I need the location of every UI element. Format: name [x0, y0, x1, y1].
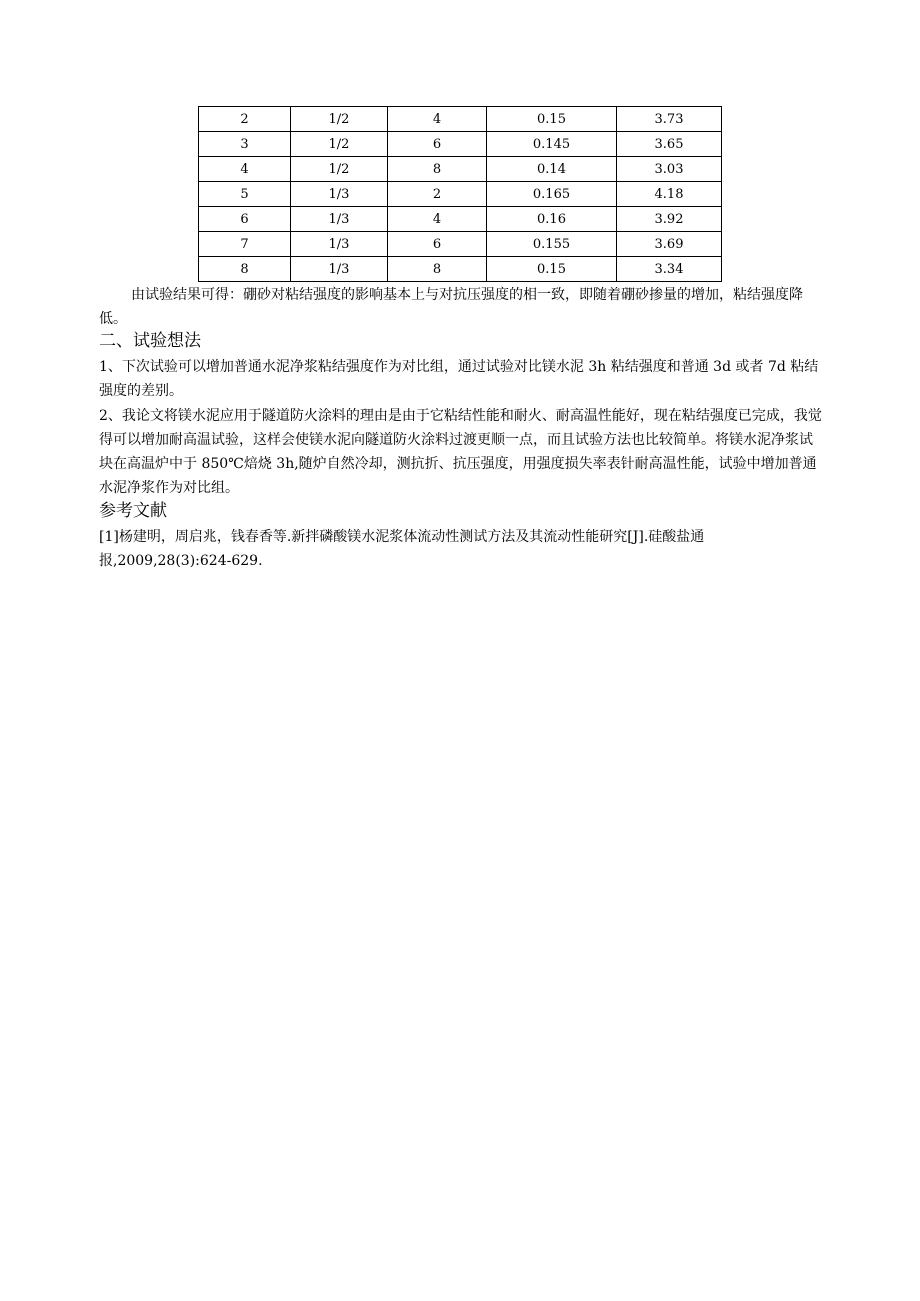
table-row: [199, 207, 722, 232]
table-cell: 3: [199, 132, 291, 157]
table-cell: 0.15: [487, 257, 617, 282]
table-cell: 7: [199, 232, 291, 257]
table-cell: 6: [388, 132, 487, 157]
section-heading-references: 参考文献: [99, 501, 167, 521]
table-cell: 4.18: [617, 182, 722, 207]
table-row: [199, 132, 722, 157]
table-cell: 3.73: [617, 107, 722, 132]
conclusion-paragraph: 由试验结果可得：硼砂对粘结强度的影响基本上与对抗压强度的相一致，即随着硼砂掺量的增加，粘结强度降低。: [99, 287, 803, 327]
table-cell: 0.16: [487, 207, 617, 232]
table-row: [199, 232, 722, 257]
table-cell: 3.69: [617, 232, 722, 257]
table-cell: 2: [388, 182, 487, 207]
idea-item-2: 2、我论文将镁水泥应用于隧道防火涂料的理由是由于它粘结性能和耐火、耐高温性能好，现在粘结强度已完成，我觉得可以增加耐高温试验，这样会使镁水泥向隧道防火涂料过渡更顺一点，而且试验方法也比较简单。将镁水泥净浆试块在高温炉中于 850℃焙烧 3h,随炉自然冷却，测抗折、抗压强度，用强度损失率表针耐高温性能，试验中增加普通水泥净浆作为对比组。: [99, 408, 822, 496]
table-cell: 3.65: [617, 132, 722, 157]
table-cell: 5: [199, 182, 291, 207]
table-cell: 0.145: [487, 132, 617, 157]
table-cell: 6: [388, 232, 487, 257]
table-cell: 1/3: [291, 182, 388, 207]
table-cell: 3.92: [617, 207, 722, 232]
idea-item-1: 1、下次试验可以增加普通水泥净浆粘结强度作为对比组，通过试验对比镁水泥 3h 粘结强度和普通 3d 或者 7d 粘结强度的差别。: [99, 359, 819, 399]
table-cell: 4: [199, 157, 291, 182]
table-row: [199, 257, 722, 282]
table-cell: 6: [199, 207, 291, 232]
table-cell: 1/2: [291, 132, 388, 157]
table-cell: 1/3: [291, 207, 388, 232]
section-heading-ideas: 二、试验想法: [99, 331, 201, 351]
results-table: [198, 106, 722, 282]
table-row: [199, 157, 722, 182]
table-row: [199, 182, 722, 207]
table-cell: 1/3: [291, 232, 388, 257]
table-cell: 8: [199, 257, 291, 282]
table-cell: 0.165: [487, 182, 617, 207]
table-cell: 3.03: [617, 157, 722, 182]
table-cell: 8: [388, 157, 487, 182]
table-row: [199, 107, 722, 132]
table-cell: 2: [199, 107, 291, 132]
table-cell: 0.155: [487, 232, 617, 257]
table-cell: 1/2: [291, 107, 388, 132]
table-cell: 4: [388, 207, 487, 232]
table-cell: 0.14: [487, 157, 617, 182]
table-cell: 8: [388, 257, 487, 282]
table-cell: 0.15: [487, 107, 617, 132]
table-cell: 4: [388, 107, 487, 132]
reference-item-1: [1]杨建明，周启兆，钱春香等.新拌磷酸镁水泥浆体流动性测试方法及其流动性能研究[J].硅酸盐通报,2009,28(3):624-629.: [99, 529, 705, 569]
table-cell: 1/3: [291, 257, 388, 282]
results-table-body: [199, 107, 722, 282]
table-cell: 1/2: [291, 157, 388, 182]
table-cell: 3.34: [617, 257, 722, 282]
